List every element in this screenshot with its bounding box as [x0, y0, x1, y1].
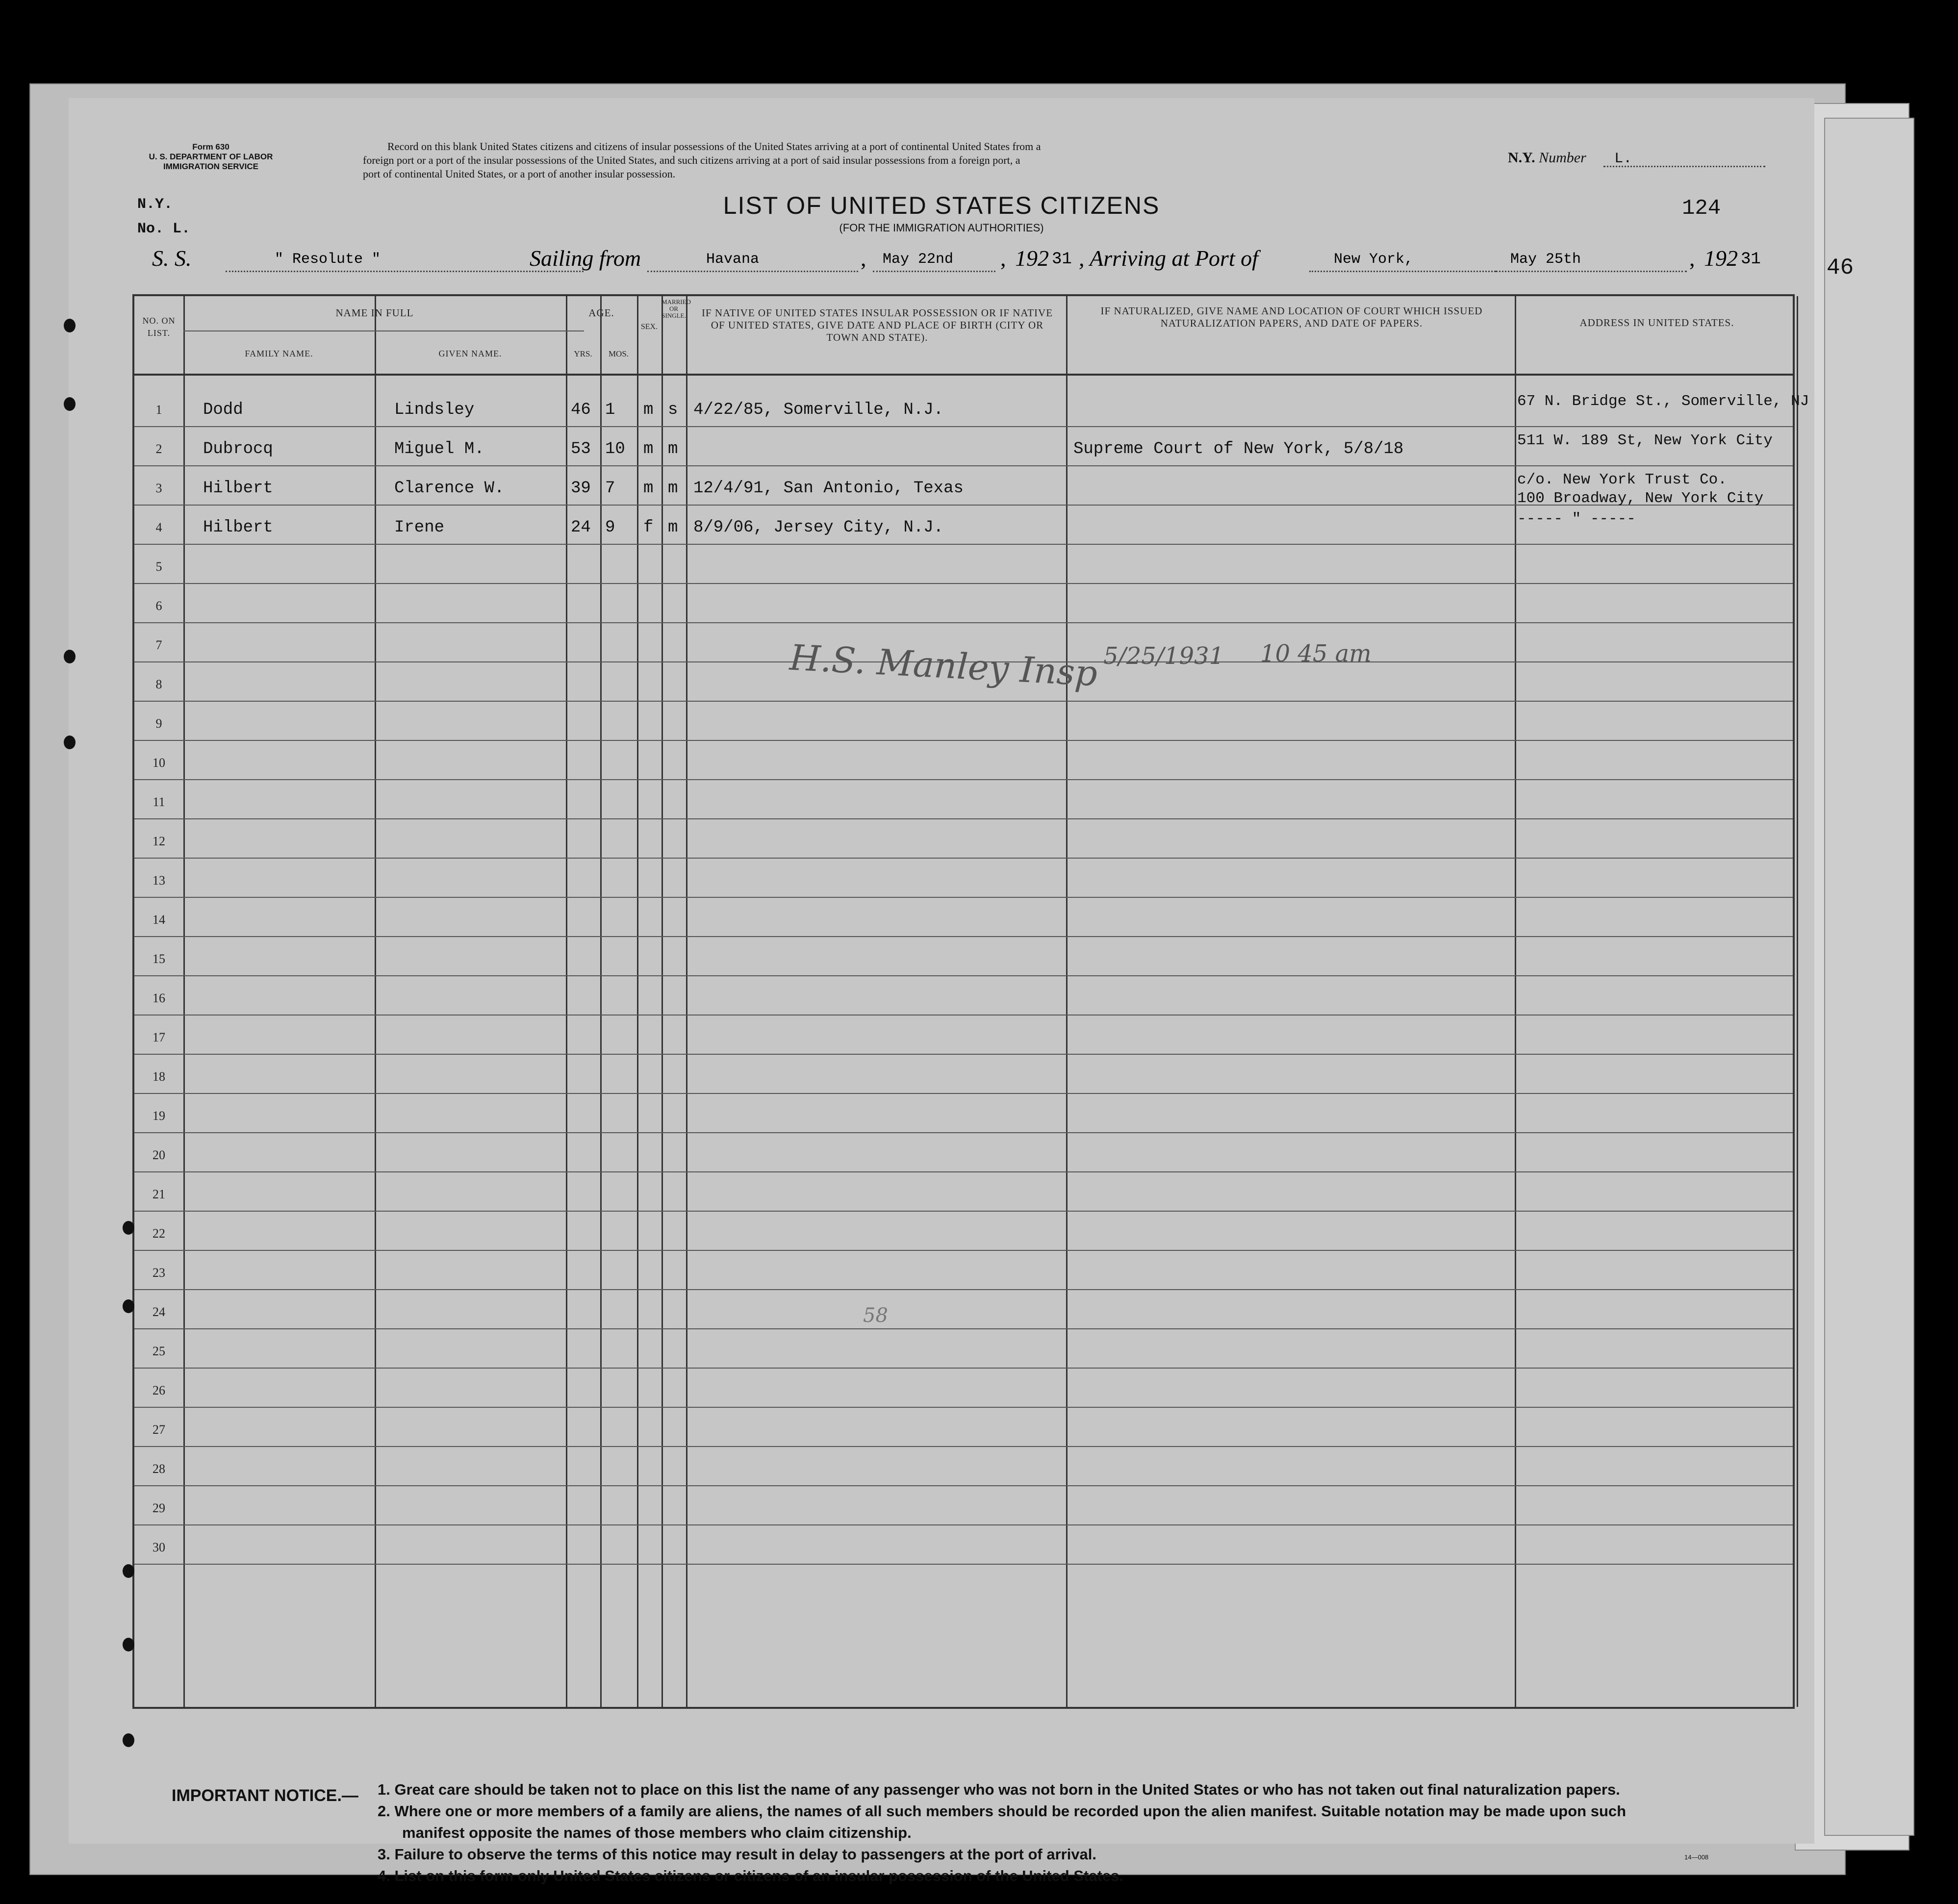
row-rule — [134, 975, 1793, 976]
arrival-port: New York, — [1334, 251, 1414, 268]
birth-info: 12/4/91, San Antonio, Texas — [693, 479, 964, 498]
marital-status: m — [668, 440, 678, 458]
row-number: 26 — [153, 1383, 165, 1397]
row-rule — [134, 1250, 1793, 1251]
marital-status: m — [668, 518, 678, 537]
birth-info: 8/9/06, Jersey City, N.J. — [693, 518, 944, 537]
header-given-name: GIVEN NAME. — [438, 349, 502, 358]
row-rule — [134, 1211, 1793, 1212]
row-rule — [134, 1093, 1793, 1094]
address-line-1: 511 W. 189 St, New York City — [1517, 432, 1773, 449]
form-id-block — [132, 142, 289, 172]
notice-item-1: 1. Great care should be taken not to place on this list the name of any passenger who was not born in the United States or who has not taken out final naturalization papers. — [378, 1781, 1620, 1798]
number-label: Number — [1539, 150, 1586, 166]
row-rule — [134, 897, 1793, 898]
row-number: 14 — [153, 913, 165, 927]
notice-item-4: 4. List on this form only United States citizens or citizens of an insular possession of the United States. — [378, 1867, 1123, 1884]
row-number: 30 — [153, 1540, 165, 1554]
row-number: 15 — [153, 952, 165, 966]
row-number: 3 — [155, 481, 162, 495]
punch-hole — [123, 1733, 134, 1747]
row-number: 20 — [153, 1148, 165, 1162]
row-number: 23 — [153, 1266, 165, 1280]
punch-hole — [123, 1221, 134, 1235]
header-mos: MOS. — [608, 349, 629, 358]
row-number: 29 — [153, 1501, 165, 1515]
port-dotted-line — [1309, 271, 1496, 272]
col-divider — [637, 296, 638, 1707]
given-name: Clarence W. — [394, 479, 505, 498]
marital-status: s — [668, 401, 678, 419]
row-rule — [134, 818, 1793, 819]
service-name: IMMIGRATION SERVICE — [163, 162, 258, 171]
col-divider — [686, 296, 687, 1707]
page-title: LIST OF UNITED STATES CITIZENS — [723, 192, 1160, 219]
row-rule — [134, 1328, 1793, 1329]
header-address: ADDRESS IN UNITED STATES. — [1579, 317, 1734, 329]
instruction-line: Record on this blank United States citizens and citizens of insular possessions of the United States arriving at a port of continental United States from a — [387, 140, 1041, 152]
header-naturalized: IF NATURALIZED, GIVE NAME AND LOCATION OF COURT WHICH ISSUED NATURALIZATION PAPERS, AND DATE OF PAPERS. — [1100, 305, 1483, 329]
given-name: Miguel M. — [394, 440, 484, 458]
row-rule — [134, 1368, 1793, 1369]
row-rule — [134, 465, 1793, 466]
ny-label: N.Y. — [1508, 150, 1535, 166]
row-rule — [134, 858, 1793, 859]
punch-hole — [123, 1564, 134, 1578]
row-number: 17 — [153, 1030, 165, 1044]
col-divider — [375, 296, 376, 1707]
family-name: Hilbert — [203, 518, 273, 537]
notice-item-2: 2. Where one or more members of a family are aliens, the names of all such members should be recorded upon the alien manifest. Suitable notation may be made upon such — [378, 1802, 1627, 1820]
family-name: Dubrocq — [203, 440, 273, 458]
row-number: 25 — [153, 1344, 165, 1358]
row-rule — [134, 1407, 1793, 1408]
arriving-label: , Arriving at Port of — [1079, 246, 1258, 271]
ship-name: " Resolute " — [275, 251, 381, 268]
row-rule — [134, 1289, 1793, 1290]
notice-item-2-cont: manifest opposite the names of those members who claim citizenship. — [402, 1824, 912, 1841]
instructions-block — [363, 140, 1041, 181]
col-divider — [1515, 296, 1516, 1707]
sex: m — [643, 401, 654, 419]
comma: , — [861, 246, 866, 271]
row-number: 27 — [153, 1422, 165, 1437]
page-subtitle: (FOR THE IMMIGRATION AUTHORITIES) — [839, 222, 1044, 234]
row-number: 11 — [153, 795, 165, 809]
header-sex: SEX. — [640, 323, 658, 331]
birth-info: 4/22/85, Somerville, N.J. — [693, 401, 944, 419]
row-number: 22 — [153, 1226, 165, 1241]
number-dotted-line — [1603, 166, 1765, 167]
header-bottom-line — [134, 374, 1793, 376]
family-name: Hilbert — [203, 479, 273, 498]
address-line-1: c/o. New York Trust Co. — [1517, 471, 1727, 488]
address-line-1: 67 N. Bridge St., Somerville, NJ — [1517, 393, 1809, 410]
form-number: Form 630 — [192, 142, 229, 152]
row-number: 28 — [153, 1462, 165, 1476]
sail-date: May 22nd — [883, 251, 954, 268]
inspection-time: 10 45 am — [1260, 640, 1372, 667]
arrival-date-dotted-line — [1496, 271, 1687, 272]
col-divider — [1797, 296, 1798, 1707]
sex: m — [643, 440, 654, 458]
sail-year-suffix: 31 — [1052, 250, 1072, 269]
col-divider — [183, 296, 185, 1707]
row-number: 13 — [153, 873, 165, 888]
sail-date-dotted-line — [873, 271, 995, 272]
row-rule — [134, 544, 1793, 545]
header-name-in-full: NAME IN FULL — [335, 307, 414, 319]
family-name: Dodd — [203, 401, 243, 419]
row-rule — [134, 1564, 1793, 1565]
form-code: 14—008 — [1684, 1853, 1709, 1861]
department-name: U. S. DEPARTMENT OF LABOR — [149, 152, 273, 161]
row-number: 16 — [153, 991, 165, 1005]
punch-hole — [64, 736, 76, 749]
page-number: 124 — [1682, 196, 1721, 221]
row-number: 2 — [155, 442, 162, 456]
header-age: AGE. — [588, 307, 614, 319]
punch-hole — [64, 319, 76, 332]
row-number: 12 — [153, 834, 165, 848]
comma: , — [1000, 246, 1006, 271]
age-years: 53 — [571, 440, 591, 458]
row-number: 21 — [153, 1187, 165, 1201]
from-dotted-line — [647, 271, 858, 272]
punch-hole — [64, 397, 76, 411]
ss-label: S. S. — [152, 246, 192, 271]
left-no: No. L. — [137, 221, 191, 237]
sail-year-prefix: 192 — [1015, 246, 1049, 271]
punch-hole — [123, 1299, 134, 1313]
sex: m — [643, 479, 654, 498]
from-port: Havana — [706, 251, 760, 268]
row-number: 9 — [155, 716, 162, 731]
passenger-table — [132, 294, 1809, 1709]
row-number: 10 — [153, 756, 165, 770]
header-no-on-list: NO. ON LIST. — [142, 316, 176, 338]
col-divider — [1066, 296, 1068, 1707]
row-number: 1 — [155, 403, 162, 417]
row-rule — [134, 583, 1793, 584]
inspection-date: 5/25/1931 — [1103, 642, 1224, 670]
row-rule — [134, 1524, 1793, 1525]
sex: f — [643, 518, 654, 537]
row-rule — [134, 740, 1793, 741]
row-number: 6 — [155, 599, 162, 613]
row-rule — [134, 426, 1793, 427]
citizen-list-document — [69, 98, 1814, 1884]
row-number: 18 — [153, 1069, 165, 1084]
row-number: 8 — [155, 677, 162, 691]
row-number: 5 — [155, 559, 162, 574]
comma: , — [1689, 246, 1695, 271]
punch-hole — [64, 650, 76, 663]
row-rule — [134, 1054, 1793, 1055]
row-rule — [134, 1485, 1793, 1486]
row-number: 4 — [155, 520, 162, 534]
notice-item-3: 3. Failure to observe the terms of this notice may result in delay to passengers at the port of arrival. — [378, 1846, 1097, 1863]
age-months: 9 — [605, 518, 615, 537]
header-family-name: FAMILY NAME. — [245, 349, 313, 358]
row-rule — [134, 1132, 1793, 1133]
age-months: 10 — [605, 440, 625, 458]
ny-number-block — [1508, 150, 1632, 167]
age-months: 7 — [605, 479, 615, 498]
row-rule — [134, 779, 1793, 780]
header-married-single: MARRIED OR SINGLE. — [661, 298, 691, 319]
row-rule — [134, 1446, 1793, 1447]
instruction-line: foreign port or a port of the insular possessions of the United States, and such citizens arriving at a port of said insular possessions from a foreign port, a — [363, 154, 1020, 166]
arrival-year-prefix: 192 — [1704, 246, 1738, 271]
arrival-year-suffix: 31 — [1741, 250, 1761, 269]
punch-hole — [123, 1638, 134, 1651]
sailing-label: Sailing from — [530, 246, 641, 271]
instruction-line: port of continental United States, or a port of another insular possession. — [363, 168, 676, 180]
left-ny: N.Y. — [137, 196, 173, 213]
naturalization-info: Supreme Court of New York, 5/8/18 — [1073, 440, 1404, 458]
address-line-1: ----- " ----- — [1517, 510, 1636, 528]
header-subline — [183, 330, 584, 331]
col-divider — [600, 296, 602, 1707]
col-divider — [566, 296, 567, 1707]
side-page-number: 46 — [1827, 255, 1854, 280]
row-number: 7 — [155, 638, 162, 652]
row-number: 19 — [153, 1109, 165, 1123]
page-edge-right-2 — [1824, 118, 1914, 1836]
arrival-date: May 25th — [1510, 251, 1581, 268]
stray-mark: 58 — [863, 1304, 888, 1327]
given-name: Lindsley — [394, 401, 475, 419]
row-number: 24 — [153, 1305, 165, 1319]
row-rule — [134, 936, 1793, 937]
row-rule — [134, 622, 1793, 623]
age-months: 1 — [605, 401, 615, 419]
age-years: 39 — [571, 479, 591, 498]
row-rule — [134, 701, 1793, 702]
marital-status: m — [668, 479, 678, 498]
header-birth: IF NATIVE OF UNITED STATES INSULAR POSSESSION OR IF NATIVE OF UNITED STATES, GIVE DATE AND PLACE OF BIRTH (CITY OR TOWN AND STATE). — [701, 307, 1053, 343]
number-value: L. — [1614, 151, 1632, 167]
age-years: 46 — [571, 401, 591, 419]
address-line-2: 100 Broadway, New York City — [1517, 490, 1764, 507]
age-years: 24 — [571, 518, 591, 537]
inspector-signature: H.S. Manley Insp — [788, 636, 1099, 694]
col-divider — [661, 296, 663, 1707]
notice-heading: IMPORTANT NOTICE.— — [172, 1786, 358, 1805]
header-yrs: YRS. — [574, 349, 592, 358]
given-name: Irene — [394, 518, 445, 537]
row-rule — [134, 1171, 1793, 1172]
